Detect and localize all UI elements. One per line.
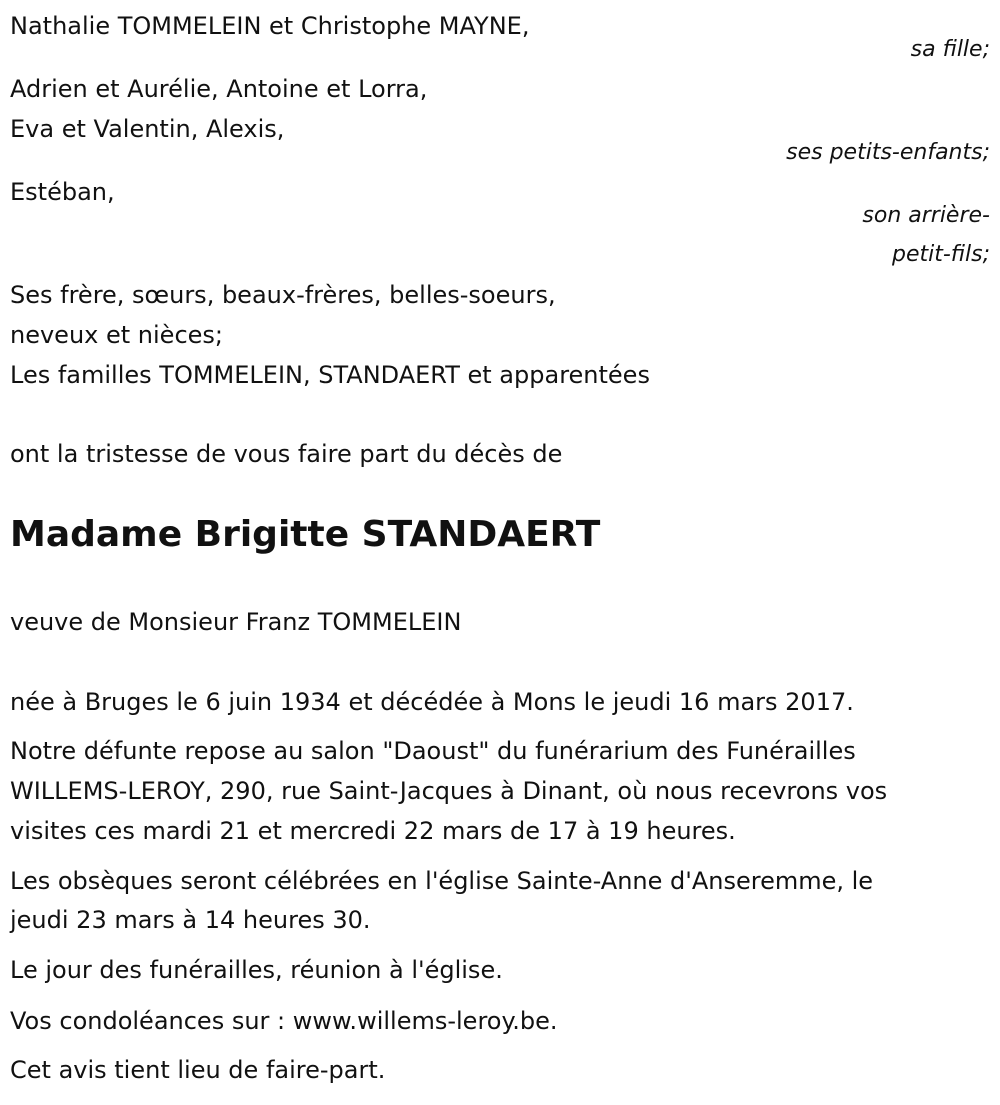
grandchildren-role: ses petits-enfants; (786, 140, 990, 165)
viewing-line-3: visites ces mardi 21 et mercredi 22 mars de 17 à 19 heures. (10, 817, 736, 845)
funeral-line-2: jeudi 23 mars à 14 heures 30. (10, 906, 371, 934)
daughter-line: Nathalie TOMMELEIN et Christophe MAYNE, (10, 12, 530, 40)
siblings-line-1: Ses frère, sœurs, beaux-frères, belles-soeurs, (10, 281, 556, 309)
daughter-role: sa fille; (910, 37, 990, 62)
siblings-line-2: neveux et nièces; (10, 321, 223, 349)
viewing-line-1: Notre défunte repose au salon "Daoust" du funérarium des Funérailles (10, 737, 856, 765)
greatgrandson-role-2: petit-fils; (891, 242, 990, 267)
condolences-text: Vos condoléances sur : www.willems-leroy.be. (10, 1007, 558, 1035)
meeting-text: Le jour des funérailles, réunion à l'église. (10, 956, 503, 984)
greatgrandson-line: Estéban, (10, 178, 115, 206)
greatgrandson-role-1: son arrière- (862, 203, 990, 228)
viewing-line-2: WILLEMS-LEROY, 290, rue Saint-Jacques à Dinant, où nous recevrons vos (10, 777, 888, 805)
intro-text: ont la tristesse de vous faire part du décès de (10, 440, 563, 468)
funeral-line-1: Les obsèques seront célébrées en l'église Sainte-Anne d'Anseremme, le (10, 867, 874, 895)
widow-of: veuve de Monsieur Franz TOMMELEIN (10, 608, 462, 636)
birth-death: née à Bruges le 6 juin 1934 et décédée à Mons le jeudi 16 mars 2017. (10, 688, 854, 716)
families-line: Les familles TOMMELEIN, STANDAERT et apparentées (10, 361, 650, 389)
grandchildren-line-1: Adrien et Aurélie, Antoine et Lorra, (10, 75, 428, 103)
notice-text: Cet avis tient lieu de faire-part. (10, 1056, 386, 1084)
grandchildren-line-2: Eva et Valentin, Alexis, (10, 115, 285, 143)
deceased-name: Madame Brigitte STANDAERT (10, 514, 601, 555)
